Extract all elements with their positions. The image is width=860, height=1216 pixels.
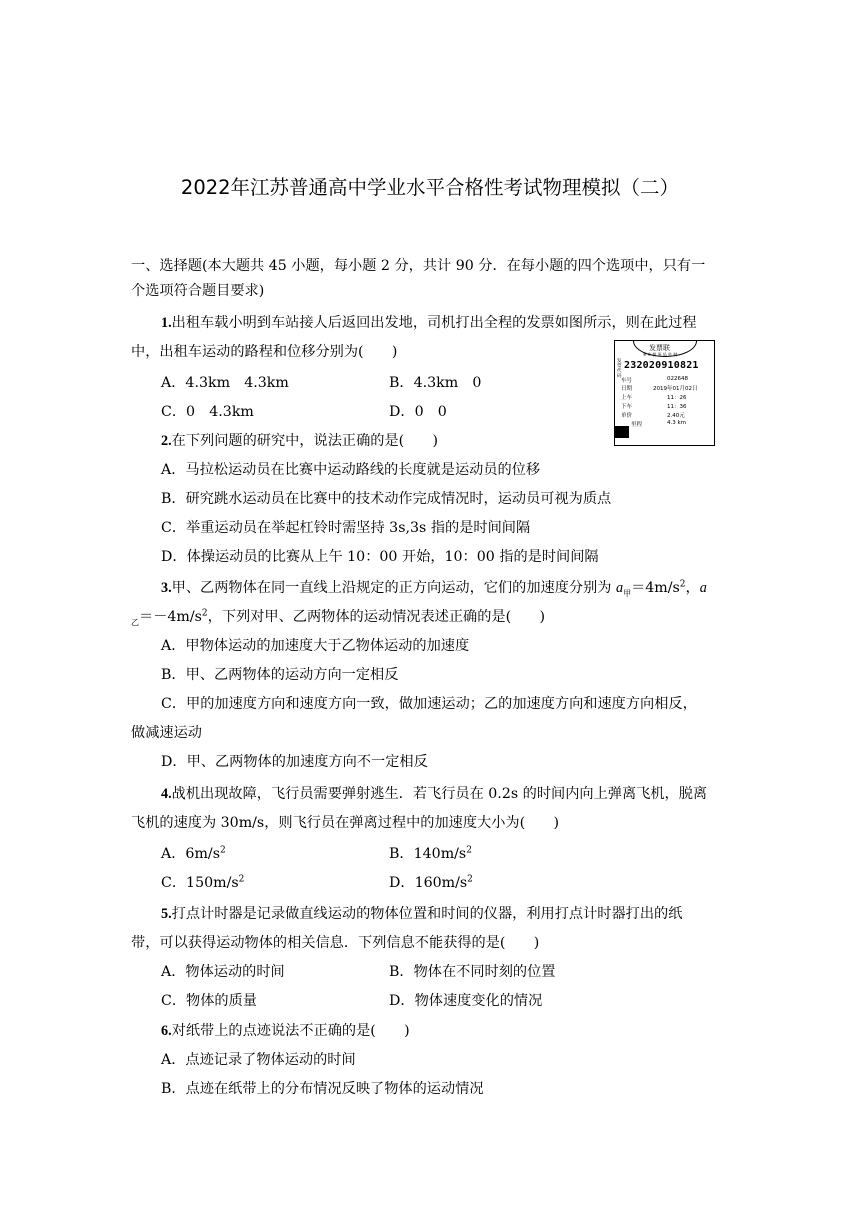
question-text: ，下列对甲、乙两物体的运动情况表述正确的是( ) (207, 609, 546, 625)
receipt-black-mark (615, 426, 629, 438)
symbol-a: a (699, 580, 707, 596)
question-text: 甲、乙两物体在同一直线上沿规定的正方向运动，它们的加速度分别为 (171, 580, 616, 596)
punctuation: ， (685, 580, 700, 596)
question-2-line1 (161, 430, 438, 450)
q3-option-b: B．甲、乙两物体的运动方向一定相反 (161, 667, 399, 683)
section-header-line1: 一、选择题(本大题共 45 小题，每小题 2 分，共计 90 分．在每小题的四个选项中，只有一 (131, 258, 706, 274)
symbol-a: a (615, 580, 624, 596)
q2-option-c: C．举重运动员在举起杠铃时需坚持 3s,3s 指的是时间间隔 (161, 520, 531, 536)
q5-option-c: C．物体的质量 (161, 993, 257, 1009)
receipt-row-value: 2.40元 (667, 413, 685, 419)
receipt-code-label: 发票代码 (617, 359, 622, 379)
superscript: 2 (201, 608, 208, 619)
subscript-yi: 乙 (131, 617, 139, 627)
question-number: 3. (161, 580, 172, 596)
receipt-row-value: 022648 (667, 376, 688, 382)
receipt-row-value: 4.3 km (667, 420, 687, 426)
question-text: 对纸带上的点迹说法不正确的是( ) (171, 1023, 410, 1039)
question-number: 1. (161, 315, 172, 331)
q1-option-a: A．4.3km 4.3km (161, 375, 289, 391)
question-text: 打点计时器是记录做直线运动的物体位置和时间的仪器，利用打点计时器打出的纸 (171, 906, 683, 922)
question-text: 在下列问题的研究中，说法正确的是( ) (171, 433, 439, 449)
receipt-row-key: 里程 (631, 422, 643, 428)
q3-option-c-line2: 做减速运动 (131, 725, 202, 741)
question-5-line1 (161, 903, 682, 923)
q6-option-b: B．点迹在纸带上的分布情况反映了物体的运动情况 (161, 1081, 484, 1097)
question-text: 出租车载小明到车站接人后返回出发地，司机打出全程的发票如图所示，则在此过程 (171, 315, 697, 331)
receipt-row-value: 2019年01月02日 (653, 386, 698, 392)
question-text: 战机出现故障，飞行员需要弹射逃生．若飞行员在 0.2s 的时间内向上弹离飞机，脱离 (171, 786, 708, 802)
question-number: 2. (161, 433, 172, 449)
equation-a-yi: ＝－4m/s (139, 609, 202, 625)
q4-option-a (161, 843, 226, 863)
q6-option-a: A．点迹记录了物体运动的时间 (161, 1052, 356, 1068)
superscript: 2 (238, 874, 245, 885)
receipt-stamp-subtext: ※ ※ 税 务 局 监 制 (643, 352, 678, 357)
receipt-row-key: 下车 (621, 404, 633, 410)
option-text: B．140m/s (389, 846, 467, 862)
question-3-line1 (161, 577, 707, 597)
q1-option-c: C．0 4.3km (161, 404, 254, 420)
subscript-jia: 甲 (623, 588, 632, 598)
section-header-line2: 个选项符合题目要求) (131, 283, 265, 299)
question-number: 5. (161, 906, 172, 922)
question-number: 4. (161, 786, 172, 802)
q4-option-d (389, 872, 473, 892)
question-number: 6. (161, 1023, 172, 1039)
superscript: 2 (467, 874, 473, 885)
q3-option-c-line1: C．甲的加速度方向和速度方向一致，做加速运动；乙的加速度方向和速度方向相反， (161, 696, 697, 712)
equation-a-jia: ＝4m/s (631, 580, 680, 596)
receipt-code: 232020910821 (624, 360, 699, 371)
q2-option-a: A．马拉松运动员在比赛中运动路线的长度就是运动员的位移 (161, 462, 541, 478)
question-3-line2 (131, 606, 545, 626)
q4-option-c (161, 872, 244, 892)
receipt-row-value: 11：36 (667, 404, 687, 410)
q2-option-d: D．体操运动员的比赛从上午 10：00 开始，10：00 指的是时间间隔 (161, 549, 599, 565)
superscript: 2 (679, 579, 686, 590)
q4-option-b (389, 843, 472, 863)
q2-option-b: B．研究跳水运动员在比赛中的技术动作完成情况时，运动员可视为质点 (161, 491, 612, 507)
receipt-row-key: 上车 (621, 395, 633, 401)
q5-option-d: D．物体速度变化的情况 (389, 993, 543, 1009)
q5-option-b: B．物体在不同时刻的位置 (389, 964, 556, 980)
option-text: D．160m/s (389, 875, 468, 891)
q3-option-a: A．甲物体运动的加速度大于乙物体运动的加速度 (161, 638, 470, 654)
receipt-row-value: 11：26 (667, 395, 687, 401)
question-1-line1 (161, 312, 697, 332)
taxi-receipt-figure (614, 340, 715, 446)
question-4-line1 (161, 783, 707, 803)
question-6-line1 (161, 1020, 410, 1040)
q1-option-d: D．0 0 (389, 404, 447, 420)
superscript: 2 (466, 845, 472, 856)
receipt-row-key: 车号 (621, 378, 633, 384)
superscript: 2 (219, 845, 226, 856)
question-4-line2: 飞机的速度为 30m/s，则飞行员在弹离过程中的加速度大小为( ) (131, 815, 560, 831)
q5-option-a: A．物体运动的时间 (161, 964, 285, 980)
question-1-line2: 中，出租车运动的路程和位移分别为( ) (131, 344, 398, 360)
option-text: C．150m/s (161, 875, 239, 891)
q1-option-b: B．4.3km 0 (389, 375, 482, 391)
option-text: A．6m/s (161, 846, 220, 862)
receipt-row-key: 日期 (621, 386, 633, 392)
page-title: 2022年江苏普通高中学业水平合格性考试物理模拟（二） (180, 176, 680, 199)
receipt-row-key: 单价 (621, 413, 633, 419)
receipt-stamp-text: 发票联 (649, 344, 670, 352)
q3-option-d: D．甲、乙两物体的加速度方向不一定相反 (161, 754, 428, 770)
question-5-line2: 带，可以获得运动物体的相关信息．下列信息不能获得的是( ) (131, 935, 540, 951)
